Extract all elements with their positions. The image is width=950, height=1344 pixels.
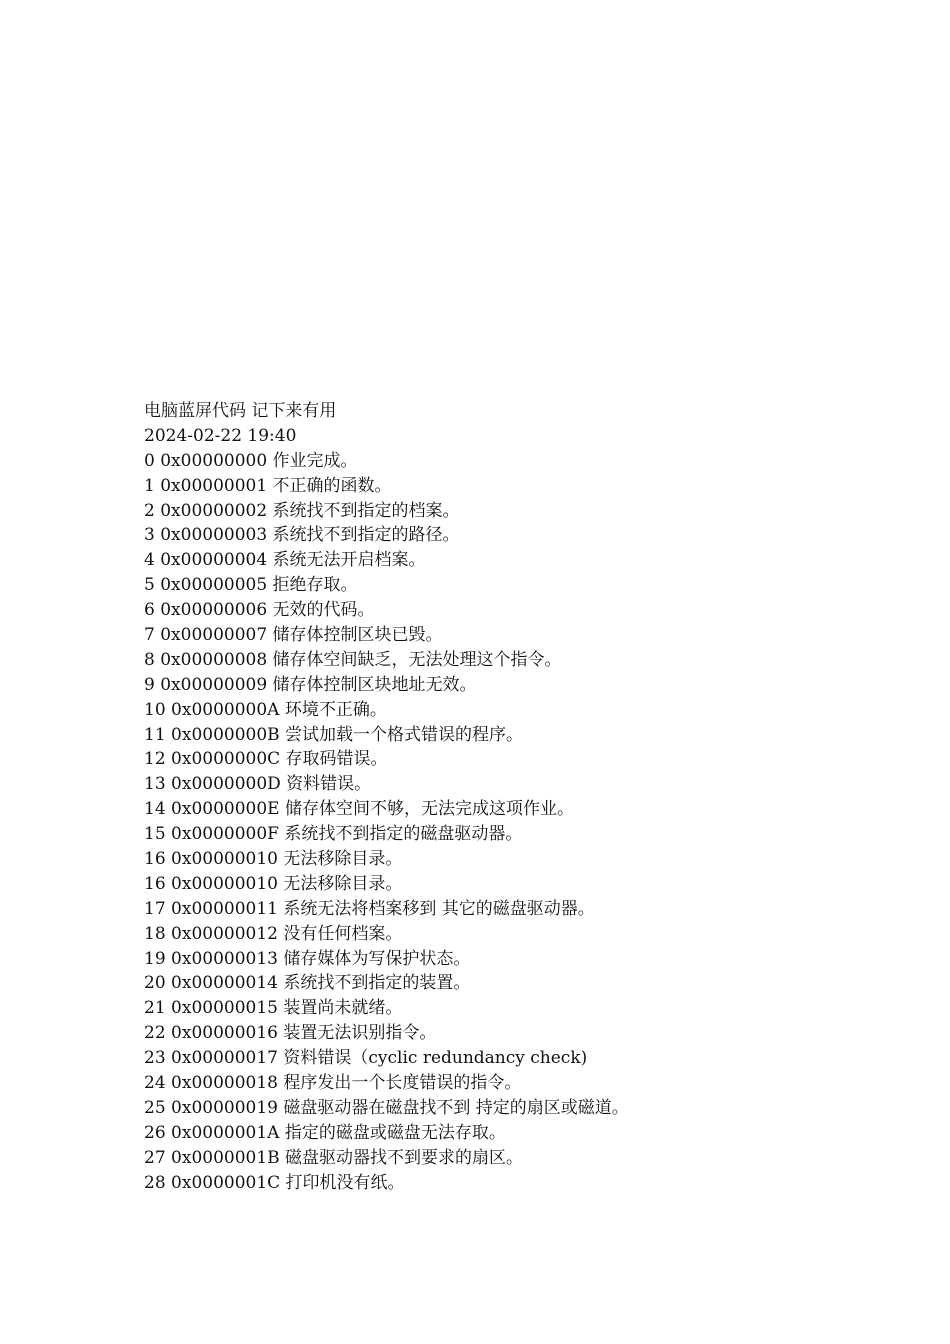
- error-code-line: 16 0x00000010 无法移除目录。: [144, 873, 403, 894]
- error-code-line: 22 0x00000016 装置无法识别指令。: [144, 1023, 437, 1044]
- error-code-line: 6 0x00000006 无效的代码。: [144, 600, 375, 621]
- document-title: 电脑蓝屏代码 记下来有用: [144, 401, 337, 421]
- error-code-line: 18 0x00000012 没有任何档案。: [144, 923, 403, 944]
- error-code-line: 28 0x0000001C 打印机没有纸。: [144, 1172, 405, 1193]
- error-code-line: 25 0x00000019 磁盘驱动器在磁盘找不到 持定的扇区或磁道。: [144, 1097, 629, 1118]
- error-code-line: 8 0x00000008 储存体空间缺乏，无法处理这个指令。: [144, 649, 562, 670]
- error-code-line: 0 0x00000000 作业完成。: [144, 450, 358, 471]
- error-code-line: 19 0x00000013 储存媒体为写保护状态。: [144, 948, 471, 969]
- error-code-line: 15 0x0000000F 系统找不到指定的磁盘驱动器。: [144, 824, 523, 845]
- error-code-line: 1 0x00000001 不正确的函数。: [144, 475, 392, 496]
- error-code-line: 5 0x00000005 拒绝存取。: [144, 575, 358, 596]
- error-code-line: 26 0x0000001A 指定的磁盘或磁盘无法存取。: [144, 1122, 506, 1143]
- error-code-line: 14 0x0000000E 储存体空间不够，无法完成这项作业。: [144, 799, 574, 820]
- document-date: 2024-02-22 19:40: [144, 425, 297, 446]
- error-code-line: 20 0x00000014 系统找不到指定的装置。: [144, 973, 471, 994]
- document-body: [144, 399, 904, 1196]
- error-code-line: 23 0x00000017 资料错误（cyclic redundancy check): [144, 1048, 588, 1069]
- error-code-line: 16 0x00000010 无法移除目录。: [144, 849, 403, 870]
- error-code-line: 3 0x00000003 系统找不到指定的路径。: [144, 525, 460, 546]
- error-code-line: 7 0x00000007 储存体控制区块已毁。: [144, 625, 443, 646]
- error-code-line: 4 0x00000004 系统无法开启档案。: [144, 550, 426, 571]
- error-code-line: 2 0x00000002 系统找不到指定的档案。: [144, 500, 460, 521]
- error-code-line: 24 0x00000018 程序发出一个长度错误的指令。: [144, 1073, 522, 1094]
- error-code-line: 21 0x00000015 装置尚未就绪。: [144, 998, 403, 1019]
- error-code-line: 17 0x00000011 系统无法将档案移到 其它的磁盘驱动器。: [144, 898, 595, 919]
- error-code-list: [144, 449, 904, 1196]
- error-code-line: 13 0x0000000D 资料错误。: [144, 774, 372, 795]
- error-code-line: 12 0x0000000C 存取码错误。: [144, 749, 388, 770]
- error-code-line: 27 0x0000001B 磁盘驱动器找不到要求的扇区。: [144, 1147, 524, 1168]
- error-code-line: 9 0x00000009 储存体控制区块地址无效。: [144, 674, 477, 695]
- error-code-line: 11 0x0000000B 尝试加载一个格式错误的程序。: [144, 724, 524, 745]
- error-code-line: 10 0x0000000A 环境不正确。: [144, 699, 387, 720]
